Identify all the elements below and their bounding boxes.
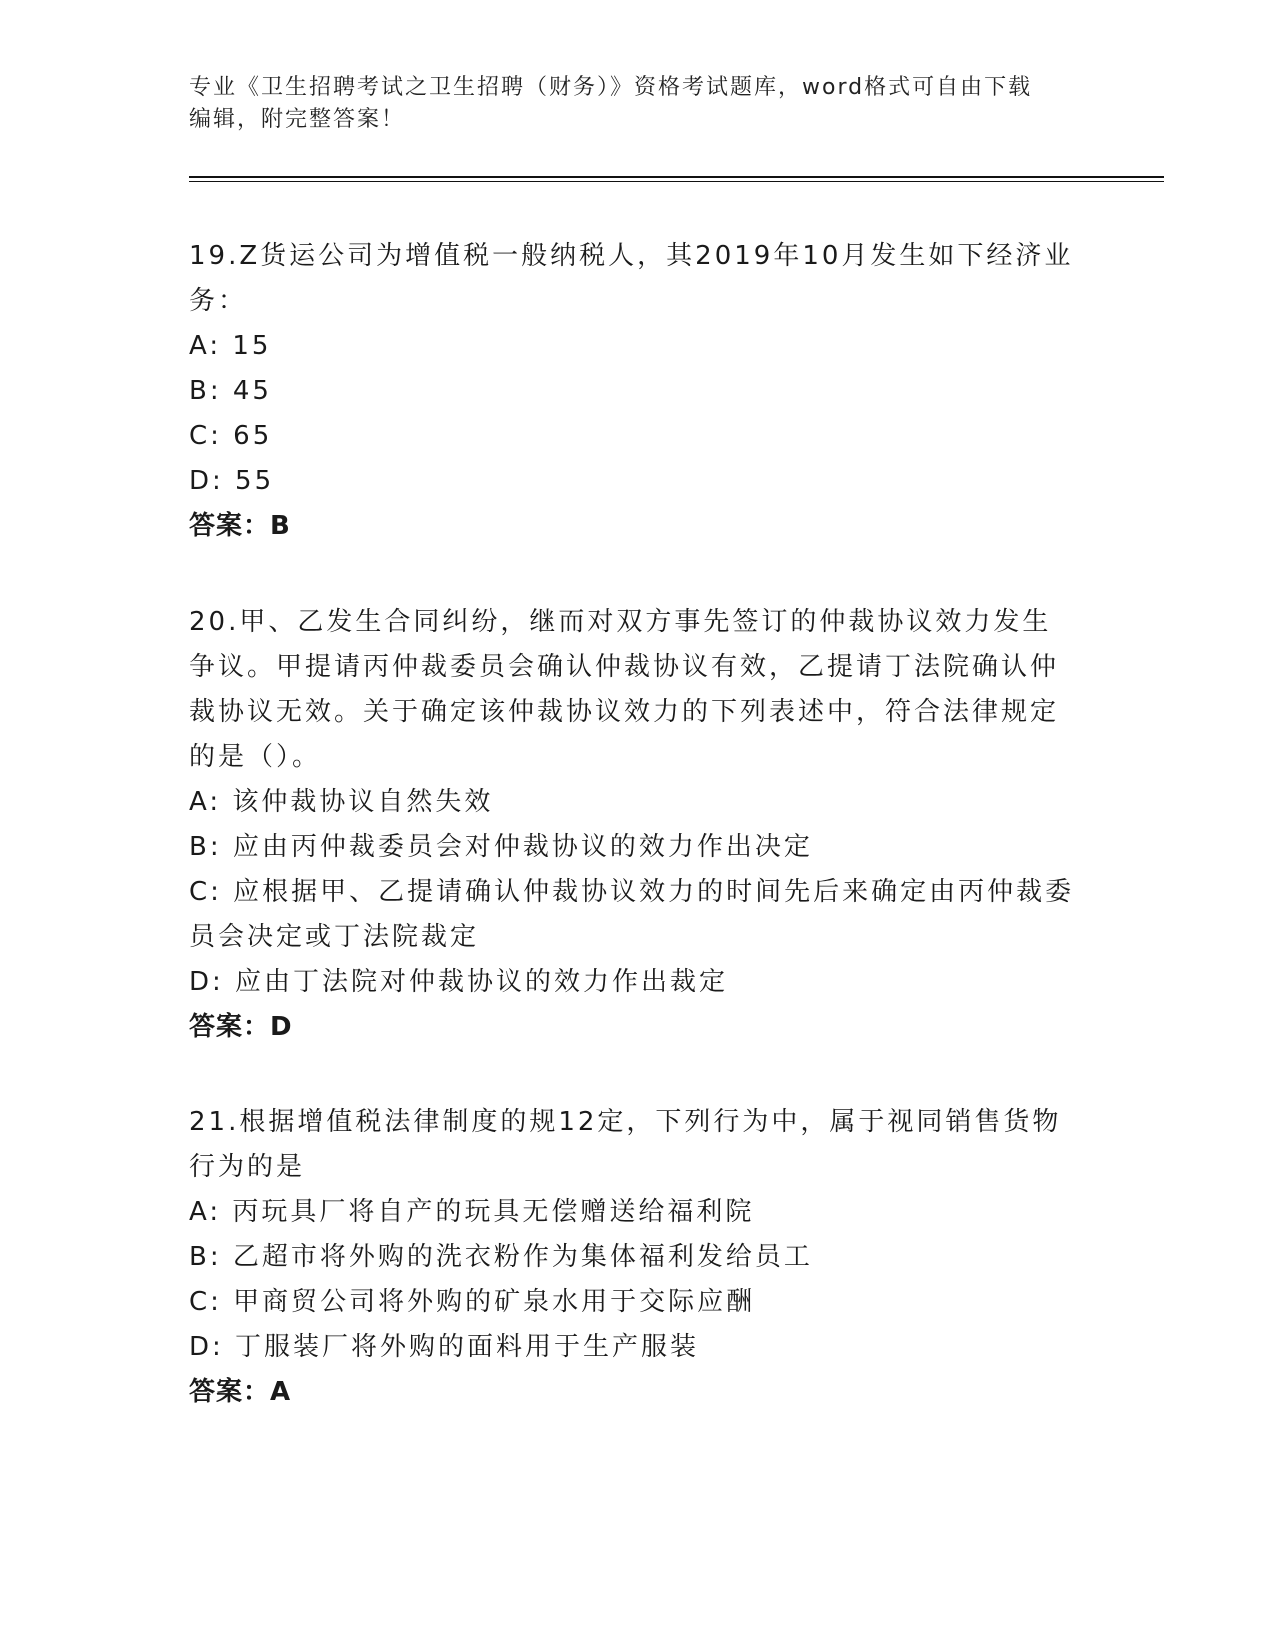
option-a: A: 该仲裁协议自然失效	[189, 787, 494, 817]
question-20	[189, 600, 1079, 1050]
answer-line: 答案：A	[189, 1377, 292, 1407]
option-c: C: 甲商贸公司将外购的矿泉水用于交际应酬	[189, 1287, 756, 1317]
option-a: A: 15	[189, 331, 272, 361]
option-c: C: 应根据甲、乙提请确认仲裁协议效力的时间先后来确定由丙仲裁委员会决定或丁法院裁定	[189, 877, 1075, 952]
option-c: C: 65	[189, 421, 273, 451]
header-divider-top	[189, 176, 1164, 178]
document-header	[189, 72, 1079, 136]
header-divider-bottom	[189, 181, 1164, 182]
option-d: D: 应由丁法院对仲裁协议的效力作出裁定	[189, 967, 729, 997]
option-b: B: 45	[189, 376, 272, 406]
header-line-1: 专业《卫生招聘考试之卫生招聘（财务）》资格考试题库，word格式可自由下载	[189, 75, 1033, 100]
option-b: B: 应由丙仲裁委员会对仲裁协议的效力作出决定	[189, 832, 813, 862]
option-d: D: 55	[189, 466, 275, 496]
question-stem: 20.甲、乙发生合同纠纷，继而对双方事先签订的仲裁协议效力发生争议。甲提请丙仲裁委员会确认仲裁协议有效，乙提请丁法院确认仲裁协议无效。关于确定该仲裁协议效力的下列表述中，符合法律规定的是（）。	[189, 607, 1060, 772]
question-stem: 21.根据增值税法律制度的规12定，下列行为中，属于视同销售货物行为的是	[189, 1107, 1062, 1182]
question-19	[189, 234, 1079, 549]
answer-line: 答案：D	[189, 1012, 293, 1042]
answer-line: 答案：B	[189, 511, 291, 541]
option-d: D: 丁服装厂将外购的面料用于生产服装	[189, 1332, 700, 1362]
question-stem: 19.Z货运公司为增值税一般纳税人，其2019年10月发生如下经济业务：	[189, 241, 1074, 316]
option-a: A: 丙玩具厂将自产的玩具无偿赠送给福利院	[189, 1197, 755, 1227]
option-b: B: 乙超市将外购的洗衣粉作为集体福利发给员工	[189, 1242, 813, 1272]
header-line-2: 编辑，附完整答案！	[189, 107, 406, 132]
question-21	[189, 1100, 1079, 1415]
